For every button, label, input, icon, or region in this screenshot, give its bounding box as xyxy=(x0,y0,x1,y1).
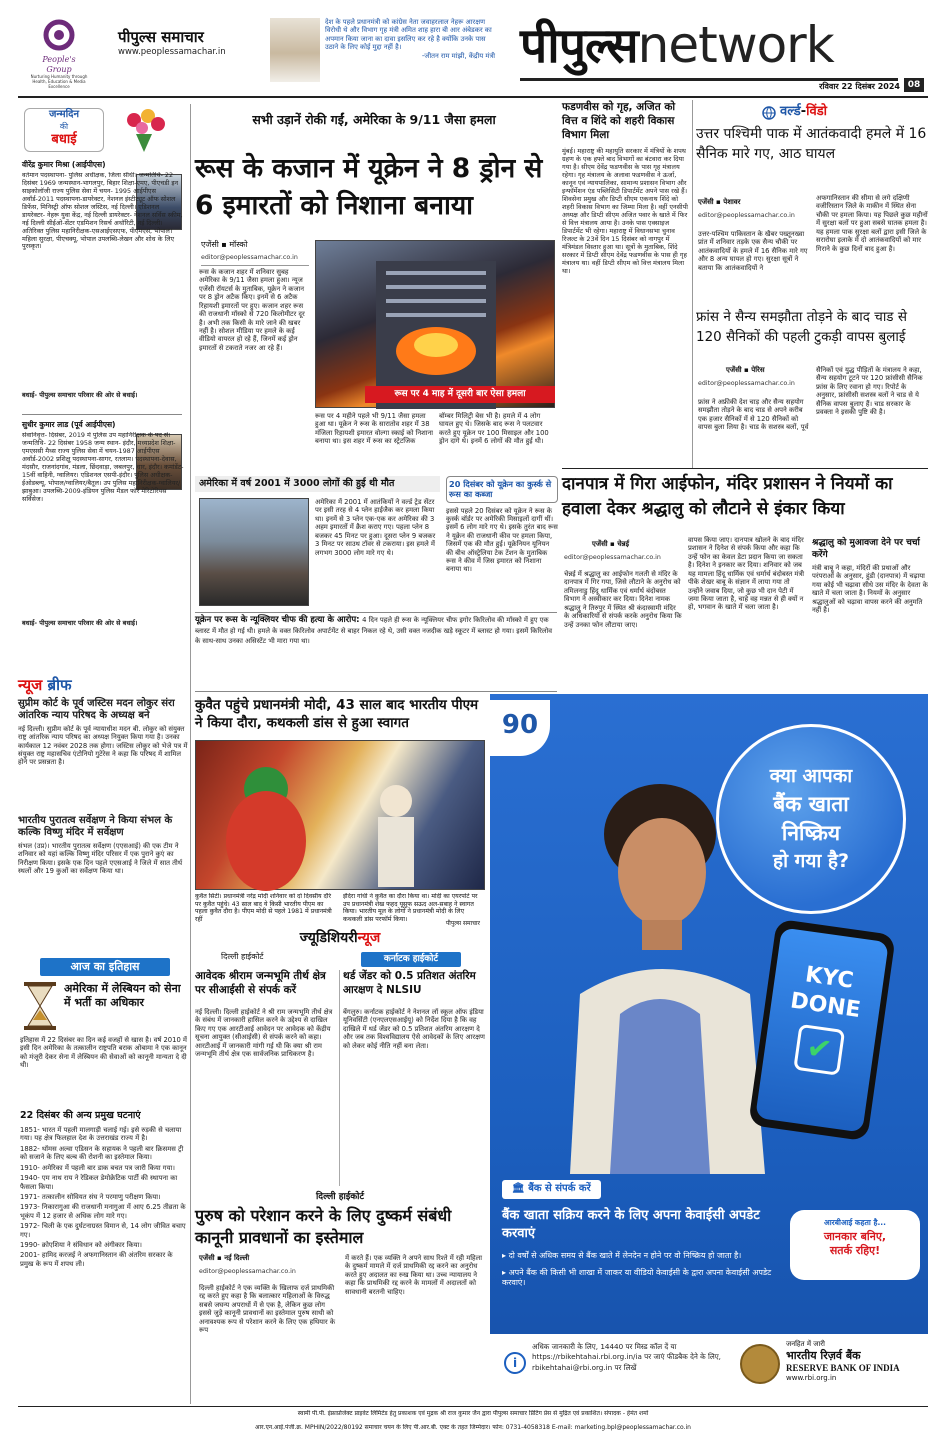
kuwait-credit: पीपुल्स समाचार xyxy=(445,920,480,927)
judiciary-tag-left: दिल्ली हाईकोर्ट xyxy=(221,952,264,961)
world-head-2: फ्रांस ने सैन्य समझौता तोड़ने के बाद चाड से 120 सैनिकों की पहली टुकड़ी वापस बुलाई xyxy=(696,309,907,345)
masthead-rule xyxy=(520,78,898,81)
sidebar-2001-head: अमेरिका में वर्ष 2001 में 3000 लोगों की हुई थी मौत xyxy=(195,476,440,492)
hourglass-icon xyxy=(20,980,60,1032)
person2-wish: बधाई- पीपुल्स समाचार परिवार की ओर से बधाई। xyxy=(22,619,138,627)
history-text: इतिहास में 22 दिसंबर का दिन कई वजहों से खास है। वर्ष 2010 में इसी दिन अमेरिका के तत्कालीन राष्ट्रपति बराक ओबामा ने एक कानून को मंजूरी देकर सेना में लेस्बियन की सेवाओं को कानूनी मान्यता दे दी थी। xyxy=(20,1036,187,1070)
person2-bio: सेवानिवृत्त- दिसंबर, 2019 में पुलिस उप महानिरीक्षक के पद से। जन्मतिथि- 22 दिसंबर 1958 जन्म स्थान- इंदौर, मध्यप्रदेश शिक्षा-एमएससी मैथ्स राज्य पुलिस सेवा में चयन-1987 आईपीएस अवॉर्ड-2002 प्रशिक्षु पदस्थापना-सागर, रतलाम। पदस्थापना-देवास, मंदसौर, राजनांदगांव, मंडला, छिंदवाड़ा, जबलपुर, धार, इंदौर। कमांडेंट- 15वीं वाहिनी, ग्वालियर। एडिशनल एसपी-इंदौर। पुलिस अधीक्षक-ईओडब्ल्यू, भोपाल/ग्वालियर/बैतूल। उप पुलिस महानिरीक्षक-ग्वालियर/झाबुआ। उपलब्धि-2009-इंडियन पुलिस मैडल फॉर मेरिटोरियस सर्विसेज। xyxy=(22,432,184,503)
issuer-label: जनहित में जारी xyxy=(786,1340,825,1348)
contact-tag-label: बैंक से संपर्क करें xyxy=(528,1183,591,1194)
paper-url: www.peoplessamachar.in xyxy=(118,46,226,57)
world-text-2b: सैनिकों एवं युद्ध पीड़ितों के मंत्रालय ने कहा, सैन्य सहयोग टूटने पर 120 फ्रांसीसी सैनिक फ्रांस के लिए रवाना हो गए। रिपोर्ट के अनुसार, फ्रांसीसी सशस्त्र बलों ने चाड से ये सैनिक वापस बुलाए हैं। चाड सरकार के प्रवक्ता ने इसकी पुष्टि की है। xyxy=(816,366,923,417)
temple-byline: एजेंसी ▪ चेन्नई xyxy=(592,540,630,548)
history-event: 1971- तत्कालीन सोवियत संघ ने परमाणु परीक्षण किया। xyxy=(20,1192,161,1201)
history-headline: अमेरिका में लेस्बियन को सेना में भर्ती का अधिकार xyxy=(64,982,181,1010)
kyc-label-2: DONE xyxy=(788,987,863,1023)
fadnavis-text: मुंबई। महाराष्ट्र की महायुति सरकार में मंत्रियों के शपथ ग्रहण के एक हफ्ते बाद विभागों का बंटवारा कर दिया गया है। सीएम देवेंद्र फडणवीस के पास गृह मंत्रालय रहेगा। गृह मंत्रालय के अलावा फडणवीस ने ऊर्जा, कानून एवं न्यायपालिका, सामान्य प्रशासन विभाग और इन्फॉर्मेशन एंड पब्लिसिटी डिपार्टमेंट अपने पास रखे हैं। शिवसेना प्रमुख और डिप्टी सीएम एकनाथ शिंदे को शहरी विकास विभाग का जिम्मा मिला है। वहीं एनसीपी अध्यक्ष और डिप्टी सीएम अजित पवार के खाते में फिर से वित्त मंत्रालय आया है। उनके पास एक्साइज डिपार्टमेंट भी रहेगा। महाराष्ट्र में विधानसभा चुनाव रिजल्ट के 23वें दिन 15 दिसंबर को नागपुर में मंत्रिमंडल विस्तार हुआ था। सूत्रों के मुताबिक, शिंदे सरकार में डिप्टी सीएम देवेंद्र फडणवीस के पास ही गृह मंत्रालय था। वहीं डिप्टी सीएम को वित्त मंत्रालय मिला था। xyxy=(562,146,688,276)
judiciary-title-b: न्यूज xyxy=(357,930,381,946)
logo-hindi: पीपुल्स xyxy=(520,18,638,74)
contact-tag xyxy=(502,1180,601,1199)
badge-line-3: सतर्क रहिए! xyxy=(829,1244,881,1258)
issuer-english: RESERVE BANK OF INDIA xyxy=(786,1362,900,1373)
judiciary-left-text: नई दिल्ली। दिल्ली हाईकोर्ट ने श्री राम जन्मभूमि तीर्थ क्षेत्र के संबंध में जानकारी हासिल करने के उद्देश्य से दाखिल किए गए एक आरटीआई आवेदन पर आवेदक को केंद्रीय सूचना आयुक्त (सीआईसी) से संपर्क करने को कहा। आरटीआई में जानकारी मांगी गई थी कि क्या श्री राम जन्मभूमि तीर्थ क्षेत्र एक सार्वजनिक प्राधिकरण है। xyxy=(195,1008,333,1059)
ad-bullet-2-text: अपने बैंक की किसी भी शाखा में जाकर या वीडियो केवाईसी के द्वारा अपना केवाईसी अपडेट करवाएं। xyxy=(502,1267,772,1288)
contact-panel xyxy=(502,1180,792,1330)
person1-bio: वर्तमान पदस्थापना- पुलिस अधीक्षक, जिला सीधी। जन्मतिथि- 22 दिसंबर 1969 जन्मस्थान-भागलपुर, बिहार शिक्षा-एमए, पीएचडी इन साइकोलॉजी राज्य पुलिस सेवा में चयन- 1995 आईपीएस अवॉर्ड-2011 पदस्थापना-डायरेक्टर, नेशनल इंस्टीट्यूट ऑफ सोशल डिफेंस, मिनिस्ट्री ऑफ सोशल जस्टिस, नई दिल्ली। एडिशनल डायरेक्टर- नेहरू युवा केंद्र, नई दिल्ली डायरेक्टर- नेशनल सर्विस स्कीम, नई दिल्ली सीईओ-सेंटर एडमिशन रिसर्च अथॉरिटी, नई दिल्ली। अतिरिक्त पुलिस महानिरीक्षक-एसआईएसएफ, पीएमएस, भोपाल। महिला सुरक्षा, पीएचक्यू, भोपाल उपलब्धि-लेखन और शोध के लिए पुरस्कृत। xyxy=(22,172,183,251)
bubble-line-2: बैंक खाता xyxy=(773,791,849,816)
temple-top-rule xyxy=(562,468,928,469)
judiciary-title xyxy=(195,930,485,948)
ad-bullet-1-text: दो वर्षों से अधिक समय से बैंक खाते में लेनदेन न होने पर वो निष्क्रिय हो जाता है। xyxy=(508,1250,742,1260)
world-text-1b: अफगानिस्तान की सीमा से लगे दक्षिणी वजीरिस्तान जिले के माकीन में स्थित सेना चौकी पर हमला किया। यह पिछले कुछ महीनों में सुरक्षा बलों पर हुआ सबसे घातक हमला है। यह हमला पाक सुरक्षा बलों द्वारा इसी जिले के सरारोघा इलाके में दो आतंकवादियों को मार गिराने के कुछ दिनों बाद हुआ है। xyxy=(816,194,928,253)
judiciary-tag-right: कर्नाटक हाईकोर्ट xyxy=(361,952,461,967)
kiev-brief-head: यूक्रेन पर रूस के न्यूक्लियर चीफ की हत्या के आरोप: xyxy=(195,615,360,625)
sidebar-kursk xyxy=(446,476,558,611)
group-tagline: Nurturing Humanity through Health, Education & Media Excellence xyxy=(30,74,88,89)
delhi-hc-tag: दिल्ली हाईकोर्ट xyxy=(315,1192,365,1202)
masthead xyxy=(0,0,945,110)
phone-screen xyxy=(755,927,889,1132)
footer-line-1: स्वामी पी.पी. इंफ्राप्रोजेक्ट प्राइवेट लिमिटेड हेतु प्रकाशक एवं मुद्रक श्री राज कुमार जैन द्वारा पीपुल्स समाचार प्रिंटिंग प्रेस से मुद्रित एवं प्रकाशित। संपादक - हेमंत शर्मा xyxy=(297,1410,649,1417)
history-events-list xyxy=(20,1126,188,1401)
kuwait-headline: कुवैत पहुंचे प्रधानमंत्री मोदी, 43 साल बाद भारतीय पीएम ने किया दौरा, कथकली डांस से हुआ स्वागत xyxy=(195,697,479,732)
fadnavis-rule xyxy=(692,100,693,468)
person2-name: सुधीर कुमार लाड (पूर्व आईपीएस) xyxy=(22,420,116,429)
bubble-line-3: निष्क्रिय xyxy=(781,820,841,845)
peoples-group-logo xyxy=(30,18,88,88)
delhi-hc-text-2: में करते हैं। एक व्यक्ति ने अपने साथ रिश्ते में रही महिला के दुष्कर्म मामले में दर्ज प्राथमिकी रद्द करने का अनुरोध करते हुए अदालत का रुख किया था। उच्च न्यायालय ने कहा कि प्राथमिकी रद्द करने के मामलों में अदालतों को सावधानी बरतनी चाहिए। xyxy=(345,1254,483,1296)
history-event: 2001- हामिद करजई ने अफगानिस्तान की अंतरिम सरकार के प्रमुख के रूप में शपथ ली। xyxy=(20,1251,173,1268)
temple-side-head: श्रद्धालु को मुआवजा देने पर चर्चा करेंगे xyxy=(812,538,920,560)
history-event: 1882- थॉमस अल्वा एडिसन के सहायक ने पहली बार क्रिसमस ट्री को सजाने के लिए बल्ब की रोशनी का इस्तेमाल किया। xyxy=(20,1144,184,1162)
quote-box xyxy=(325,18,495,60)
delhi-hc-story xyxy=(195,1192,485,1404)
news-brief-title xyxy=(18,676,190,695)
temple-col1: चेन्नई में श्रद्धालु का आईफोन गलती से मंदिर के दानपात्र में गिर गया, जिसे लौटाने के अनुरोध को तमिलनाडु हिंदू धार्मिक एवं धर्मार्थ बंदोबस्त विभाग ने अस्वीकार कर दिया। दिनेश नामक श्रद्धालु ने तिरुपुर में स्थित श्री कंदास्वामी मंदिर के अधिकारियों से संपर्क करके अनुरोध किया कि उन्हें उनका फोन लौटाया जाए। xyxy=(564,570,682,629)
kuwait-story xyxy=(195,696,485,926)
lead-story xyxy=(195,104,555,474)
issuer-hindi: भारतीय रिज़र्व बैंक xyxy=(786,1348,861,1362)
history-events-title: 22 दिसंबर की अन्य प्रमुख घटनाएं xyxy=(20,1110,141,1121)
news-brief-title-b: ब्रीफ xyxy=(47,676,72,694)
quote-portrait xyxy=(270,18,320,82)
news-brief-title-a: न्यूज xyxy=(18,676,43,694)
world-byline-2: एजेंसी ▪ पेरिस xyxy=(726,366,765,374)
world-email-2: editor@peoplessamachar.co.in xyxy=(698,380,795,387)
lead-photo xyxy=(315,240,555,408)
burning-building-icon xyxy=(316,241,556,409)
rbi-90-logo: 90 xyxy=(490,700,550,756)
sidebar-2001 xyxy=(195,476,440,611)
small-paper-logo xyxy=(118,28,258,57)
ad-bullet-2: ▸ अपने बैंक की किसी भी शाखा में जाकर या वीडियो केवाईसी के द्वारा अपना केवाईसी अपडेट करवाएं। xyxy=(502,1267,772,1288)
section-divider xyxy=(22,414,182,415)
bubble-line-1: क्या आपका xyxy=(769,765,853,787)
world-head-1: उत्तर पश्चिमी पाक में आतंकवादी हमले में 16 सैनिक मारे गए, आठ घायल xyxy=(696,126,927,163)
temple-side-text: मंत्री बाबू ने कहा, मंदिरों की प्रथाओं और परंपराओं के अनुसार, हुंडी (दानपात्र) में चढ़ाया गया कोई भी चढ़ावा सीधे उस मंदिर के देवता के खाते में चला जाता है। नियमों के अनुसार श्रद्धालुओं को चढ़ावा वापस करने की अनुमति नहीं है। xyxy=(812,564,928,615)
judiciary-right-text: बेंगलुरु। कर्नाटक हाईकोर्ट ने नेशनल लॉ स्कूल ऑफ इंडिया यूनिवर्सिटी (एनएलएसआईयू) को निर्देश दिया है कि वह दाखिले में थर्ड जेंडर को 0.5 प्रतिशत अंतरिम आरक्षण दे और जब तक विश्वविद्यालय ऐसे आवेदकों के लिए आरक्षण को लेकर कोई नीति नहीं बना लेता। xyxy=(343,1008,485,1050)
ad-footer-strip xyxy=(490,1334,928,1404)
world-tag-a: वर्ल्ड xyxy=(780,104,801,119)
rbi-seal-icon xyxy=(740,1344,780,1384)
kyc-check-icon: ✔ xyxy=(793,1024,845,1076)
delhi-hc-byline: एजेंसी ▪ नई दिल्ली xyxy=(199,1254,250,1262)
rbi-advertisement xyxy=(490,694,928,1404)
brief1-text: नई दिल्ली। सुप्रीम कोर्ट के पूर्व न्यायाधीश मदन बी. लोकुर को संयुक्त राष्ट्र आंतरिक न्याय परिषद का अध्यक्ष नियुक्त किया गया है। उनका कार्यकाल 12 नवंबर 2028 तक होगा। जस्टिस लोकुर को भेजे पत्र में संयुक्त राष्ट्र महासचिव एंटोनियो गुटेरेस ने कहा कि परिषद में शामिल होने पर प्रसन्नता है। xyxy=(18,724,188,767)
rbi-kehta-hai-badge xyxy=(790,1190,920,1300)
judiciary-column-rule xyxy=(339,970,340,1186)
sidebar-kursk-text: इससे पहले 20 दिसंबर को यूक्रेन ने रूस के कुर्स्क बॉर्डर पर अमेरिकी मिसाइलों दागीं थीं। इसमें 6 लोग मारे गए थे। इसके तुरंत बाद रूस ने यूक्रेन की राजधानी कीव पर हमला किया, जिसमें एक की मौत हुई। यूक्रेनियन यूनियन की बीच ऑस्ट्रेलिया टेक टेंशन के मुताबिक रूस ने कीव में जिस इमारत को निशाना बनाया था। xyxy=(446,506,558,574)
delhi-hc-email: editor@peoplessamachar.co.in xyxy=(199,1268,296,1275)
history-event: 1851- भारत में पहली मालगाड़ी चलाई गई। इसे रुड़की से चलाया गया। यह क्षेत्र फिलहाल देश के उत्तराखंड राज्य में है। xyxy=(20,1126,182,1143)
world-window xyxy=(696,102,928,468)
issuer-block xyxy=(786,1340,926,1383)
main-logo xyxy=(520,14,930,76)
judiciary-left-headline: आवेदक श्रीराम जन्मभूमि तीर्थ क्षेत्र पर सीआईसी से संपर्क करें xyxy=(195,970,326,996)
kuwait-photo xyxy=(195,740,485,890)
lead-kicker: सभी उड़ानें रोकी गईं, अमेरिका के 9/11 जैसा हमला xyxy=(252,112,496,127)
lead-photo-caption: रूस पर 4 माह में दूसरी बार ऐसा हमला xyxy=(365,386,555,403)
world-byline-1: एजेंसी ▪ पेशावर xyxy=(698,198,741,206)
info-icon: i xyxy=(504,1352,526,1374)
world-text-2a: फ्रांस ने अफ्रीकी देश चाड़ और सैन्य सहयोग समझौता तोड़ने के बाद चाड से अपने करीब एक हजार सैनिकों में से 120 सैनिकों को वापस बुला लिया है। चाड के सशस्त्र बलों, पूर्व xyxy=(698,398,809,432)
sidebar-2001-text: अमेरिका में 2001 में आतंकियों ने वर्ल्ड ट्रेड सेंटर पर इसी तरह से 4 प्लेन हाईजैक कर हमला किया था। इनमें से 3 प्लेन एक-एक कर अमेरिका की 3 अहम इमारतों में क्रैश कराए गए। पहला प्लेन 8 बजकर 45 मिनट पर हुआ। दूसरा प्लेन 9 बजकर 3 मिनट पर साउथ टॉवर से टकराया। इस हमले में लगभग 3000 लोग मारे गए थे। xyxy=(315,498,436,557)
kuwait-caption-1: कुवैत सिटी। प्रधानमंत्री नरेंद्र मोदी शनिवार को दो दिवसीय दौरे पर कुवैत पहुंचे। 43 साल बाद ये किसी भारतीय पीएम का पहला कुवैत दौरा है। पीएम मोदी से पहले 1981 में प्रधानमंत्री रहीं xyxy=(195,893,332,923)
brief1-headline: सुप्रीम कोर्ट के पूर्व जस्टिस मदन लोकुर संरा आंतरिक न्याय परिषद के अध्यक्ष बने xyxy=(18,697,175,722)
temple-col2: वापस किया जाए। दानपात्र खोलने के बाद मंदिर प्रशासन ने दिनेश से संपर्क किया और कहा कि उन्हें फोन का केवल डेटा प्रदान किया जा सकता है। दिनेश ने इनकार कर दिया। शनिवार को जब यह मामला हिंदू धार्मिक एवं धर्मार्थ बंदोबस्त मंत्री पीके शेखर बाबू के संज्ञान में लाया गया तो उन्होंने जवाब दिया, जो कुछ भी दान पेटी में जमा किया जाता है, चाहे वह मन्नत से ही क्यों न हो, भगवान के खाते में चला जाता है। xyxy=(688,536,805,612)
kathakali-dance-icon xyxy=(196,741,486,891)
judiciary-right-headline: थर्ड जेंडर को 0.5 प्रतिशत अंतरिम आरक्षण दे NLSIU xyxy=(343,970,476,996)
footer-rule xyxy=(18,1406,928,1407)
world-window-tag: वर्ल्ड-विंडो xyxy=(780,104,828,119)
quote-text: देश के पहले प्रधानमंत्री को कांग्रेस नेता जवाहरलाल नेहरू आरक्षण विरोधी थे और विभाग गृह मंत्री अमित शाह हारा बी आर अंबेडकर का अपमान किया जाना का दावा इसलिए कर रहे है क्योंकि उनके पास उठाने के लिए कोई मुद्दा नहीं है। xyxy=(325,18,492,52)
issue-date: रविवार 22 दिसंबर 2024 xyxy=(819,82,900,91)
contact-headline: बैंक खाता सक्रिय करने के लिए अपना केवाईसी अपडेट करवाएं xyxy=(502,1207,760,1241)
birthday-title-2: की xyxy=(59,121,69,131)
sidebar-kursk-head: 20 दिसंबर को यूक्रेन का कुर्स्क से रूस का कब्जा xyxy=(446,476,558,503)
history-event: 1973- निकारागुआ की राजधानी मनागुआ में आए 6.25 तीव्रता के भूकंप में 12 हजार से अधिक लोग मारे गए। xyxy=(20,1203,186,1220)
history-title: आज का इतिहास xyxy=(40,958,170,976)
temple-email: editor@peoplessamachar.co.in xyxy=(564,554,661,561)
kyc-label-1: KYC xyxy=(803,962,855,994)
delhi-hc-text-1: दिल्ली हाईकोर्ट ने एक व्यक्ति के खिलाफ दर्ज प्राथमिकी रद्द करते हुए कहा है कि बलात्कार महिलाओं के विरुद्ध सबसे जघन्य अपराधों में से एक है, लेकिन कुछ लोग इससे जुड़े कानूनी प्रावधानों का इस्तेमाल पुरुष साथी को अनावश्यक रूप से परेशान करने के लिए एक हथियार के रूप xyxy=(199,1284,336,1335)
world-tag-b: विंडो xyxy=(806,104,828,119)
badge-line-2: जानकार बनिए, xyxy=(823,1230,887,1244)
badge-line-1: आरबीआई कहता है... xyxy=(823,1218,887,1227)
group-emblem-icon xyxy=(39,18,79,52)
left-column-rule xyxy=(190,104,191,1404)
birthday-title-1: जन्मदिन xyxy=(48,109,80,120)
ad-bullet-1: ▸ दो वर्षों से अधिक समय से बैंक खाते में लेनदेन न होने पर वो निष्क्रिय हो जाता है। xyxy=(502,1250,742,1260)
group-name: People's Group xyxy=(42,55,76,74)
fadnavis-story xyxy=(562,100,690,468)
history-event: 1940- एम नाथ राय ने रेडिकल डेमोक्रेटिक पार्टी की स्थापना का फैसला किया। xyxy=(20,1174,178,1191)
history-event: 1990- क्रोएशिया ने संविधान को अंगीकार किया। xyxy=(20,1241,142,1250)
kuwait-caption-2: इंदिरा गांधी ने कुवैत का दौरा किया था। मोदी का एयरपोर्ट पर उप प्रधानमंत्री शेख फहद यूसुफ सऊद अल-सबाह ने स्वागत किया। भारतीय मूल के लोगों ने प्रधानमंत्री मोदी के लिए कथकली डांस परफॉर्म किया। xyxy=(343,893,478,923)
lead-col1: रूस के कजान शहर में शनिवार सुबह अमेरिका के 9/11 जैसा हमला हुआ। न्यूज एजेंसी रॉयटर्स के मुताबिक, यूक्रेन ने कजान पर 8 ड्रोन अटैक किए। इनमें से 6 अटैक रिहायशी इमारतों पर हुए। कजान शहर रूस की राजधानी मॉस्को से 720 किलोमीटर दूर है। अभी तक किसी के मारे जाने की खबर नहीं है। सोशल मीडिया पर हमले के कई वीडियो वायरल हो रहे हैं, जिनमें कई ड्रोन इमारतों से टकराते नजर आ रहे हैं। xyxy=(199,268,305,352)
lead-col3: बॉम्बर मिलिट्री बेस भी है। हमले में 4 लोग घायल हुए थे। जिसके बाद रूस ने पलटवार करते हुए यूक्रेन पर 100 मिसाइल और 100 ड्रोन दागे थे। इनमें 6 लोगों की मौत हुई थी। xyxy=(439,412,549,446)
lead-col2: रूस पर 4 महीने पहले भी 9/11 जैसा हमला हुआ था। यूक्रेन ने रूस के सारातोव शहर में 38 मंजिला रिहायशी इमारत वोल्गा स्काई को निशाना बनाया था। इस शहर में रूस का स्ट्रेटजिक xyxy=(315,412,433,446)
fadnavis-headline: फडणवीस को गृह, अजित को वित्त व शिंदे को शहरी विकास विभाग मिला xyxy=(562,101,676,142)
issuer-url[interactable]: www.rbi.org.in xyxy=(786,1373,837,1382)
temple-story xyxy=(562,472,928,686)
judiciary-title-a: ज्यूडिशियरी xyxy=(299,930,358,946)
judiciary-section xyxy=(195,930,485,1188)
news-brief-section xyxy=(18,676,190,946)
paper-small-title: पीपुल्स समाचार xyxy=(118,28,204,46)
history-section xyxy=(18,958,190,1403)
lead-headline: रूस के कजान में यूक्रेन ने 8 ड्रोन से 6 इमारतों को निशाना बनाया xyxy=(195,153,543,222)
kiev-brief-text: 4 दिन पहले ही रूस के न्यूक्लियर चीफ इगोर किरिलोव की मॉस्को में हुए एक ब्लास्ट में मौत हो गई थी। हमले के वक्त किरिलोव अपार्टमेंट से बाहर निकल रहे थे, उसी वक्त नजदीक खड़े स्कूटर में ब्लास्ट हो गया। इसमें किरिलोव के साथ-साथ उनका असिस्टेंट भी मारा गया था। xyxy=(195,616,553,645)
logo-english: network xyxy=(637,16,834,74)
bank-icon: 🏛 xyxy=(512,1183,525,1194)
birthday-title-box xyxy=(24,108,104,152)
lead-email-rule xyxy=(201,265,309,266)
masthead-bottom-rule xyxy=(18,96,928,98)
delhi-hc-headline: पुरुष को परेशान करने के लिए दुष्कर्म संबंधी कानूनी प्रावधानों का इस्तेमाल xyxy=(195,1206,452,1247)
temple-headline: दानपात्र में गिरा आईफोन, मंदिर प्रशासन ने नियमों का हवाला देकर श्रद्धालु को लौटाने से इंकार किया xyxy=(562,474,893,519)
lead-byline: एजेंसी ▪ मॉस्को xyxy=(201,240,248,249)
person1-name: वीरेंद्र कुमार मिश्रा (आईपीएस) xyxy=(22,160,106,169)
man-illustration xyxy=(550,754,780,1174)
globe-icon xyxy=(762,106,776,120)
flower-bouquet-icon xyxy=(114,106,174,154)
history-event: 1972- चिली के एक दुर्घटनाग्रस्त विमान से, 14 लोग जीवित बचाए गए। xyxy=(20,1222,186,1239)
birthday-title-3: बधाई xyxy=(51,131,77,147)
lead-email: editor@peoplessamachar.co.in xyxy=(201,254,298,261)
brief2-headline: भारतीय पुरातत्व सर्वेक्षण ने किया संभल के कल्कि विष्णु मंदिर में सर्वेक्षण xyxy=(18,814,173,839)
history-event: 1910- अमेरिका में पहली बार डाक बचत पत्र जारी किया गया। xyxy=(20,1163,175,1172)
wtc-photo xyxy=(199,498,309,606)
world-text-1a: उत्तर-पश्चिम पाकिस्तान के खैबर पख्तूनख्वा प्रांत में शनिवार तड़के एक सैन्य चौकी पर आतंकवादियों के हमले में 16 सैनिक मारे गए और 8 अन्य घायल हो गए। सुरक्षा सूत्रों ने बताया कि आतंकवादियों ने xyxy=(698,230,808,272)
bubble-line-4: हो गया है? xyxy=(773,850,849,873)
ad-info-text: अधिक जानकारी के लिए, 14440 पर मिस्ड कॉल दें या https://rbikehtahai.rbi.org.in/ia पर जाएं फीडबैक देने के लिए, rbikehtahai@rbi.org.in पर लिखें xyxy=(532,1342,721,1372)
quote-author: -जीतन राम मांझी, केंद्रीय मंत्री xyxy=(421,51,495,60)
brief2-text: संभल (उप्र)। भारतीय पुरातत्व सर्वेक्षण (एएसआई) की एक टीम ने शनिवार को यहां कल्कि विष्णु मंदिर परिसर में एक पुराने कुएं का निरीक्षण किया। इसके एक दिन पहले एएसआई ने जिले में सात तीर्थ स्थलों और 19 कुओं का सर्वेक्षण किया था। xyxy=(18,841,183,876)
birthday-section xyxy=(18,104,186,674)
kiev-brief xyxy=(195,612,557,692)
person1-wish: बधाई- पीपुल्स समाचार परिवार की ओर से बधाई। xyxy=(22,391,138,399)
page-number: 08 xyxy=(904,78,924,92)
footer-line-2: आर.एन.आई.पंजी.क्र. MPHIN/2022/80192 समाचार चयन के लिए पी.आर.बी. एक्ट के तहत जिम्मेदार। फोन: 0731-4058318 E-mail: marketing.bpl@peoplessamachar.co.in xyxy=(255,1424,691,1431)
world-email-1: editor@peoplessamachar.co.in xyxy=(698,212,795,219)
